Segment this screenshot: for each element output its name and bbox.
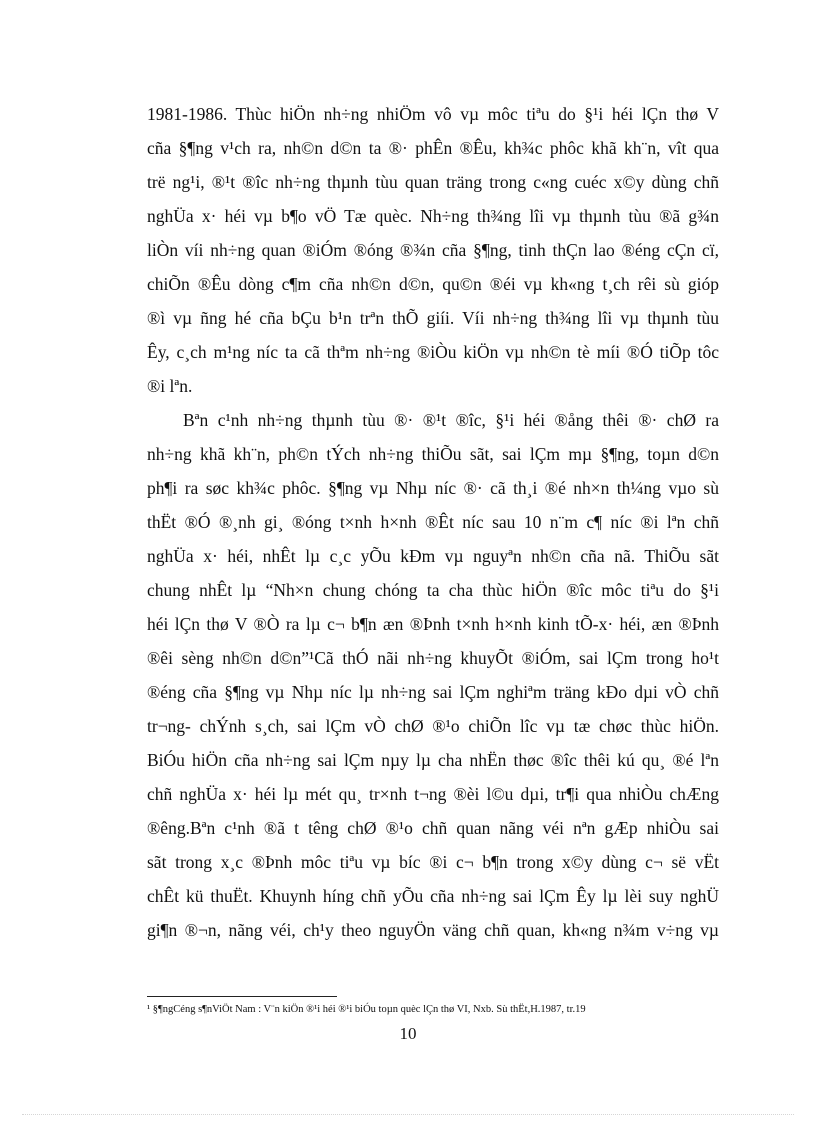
page-number: 10: [399, 1024, 417, 1043]
body-line: chñ nghÜa x· héi lµ mét qu¸ tr×nh t¬ng ®èi l©u dµi, tr¶i qua nhiÒu chÆng: [147, 784, 719, 804]
body-line: liÒn víi nh÷ng quan ®iÓm ®óng ®¾n cña §¶ng, tinh thÇn lao ®éng cÇn cï,: [147, 240, 719, 260]
body-line: chiÕn ®Êu dòng c¶m cña nh©n d©n, qu©n ®éi vµ kh«ng t¸ch rêi sù gióp: [147, 274, 719, 294]
body-line: Bªn c¹nh nh÷ng thµnh tùu ®· ®¹t ®îc, §¹i héi ®ång thêi ®· chØ ra: [183, 410, 719, 430]
body-line: tr¬ng- chÝnh s¸ch, sai lÇm vÒ chØ ®¹o chiÕn lîc vµ tæ chøc thùc hiÖn.: [147, 716, 719, 736]
body-line: nghÜa x· héi, nhÊt lµ c¸c yÕu kÐm vµ nguyªn nh©n cña nã. ThiÕu sãt: [147, 546, 719, 566]
body-line: Êy, c¸ch m¹ng níc ta cã thªm nh÷ng ®iÒu kiÖn vµ nh©n tè míi ®Ó tiÕp tôc: [147, 342, 719, 362]
body-line: ph¶i ra søc kh¾c phôc. §¶ng vµ Nhµ níc ®· cã th¸i ®é nh×n th¼ng vµo sù: [147, 478, 719, 498]
body-line: trë ng¹i, ®¹t ®îc nh÷ng thµnh tùu quan träng trong c«ng cuéc x©y dùng chñ: [147, 172, 719, 192]
footnote: ¹ §¶ngCéng s¶nViÖt Nam : V¨n kiÖn ®¹i héi ®¹i biÓu toµn quèc lÇn thø VI, Nxb. Sù thËt,H.1987, tr.19: [147, 1004, 586, 1015]
body-line: ®i lªn.: [147, 376, 193, 396]
body-line: chÊt kü thuËt. Khuynh híng chñ yÕu cña nh÷ng sai lÇm Êy lµ lèi suy nghÜ: [147, 886, 719, 906]
body-line: nghÜa x· héi vµ b¶o vÖ Tæ quèc. Nh÷ng th¾ng lîi vµ thµnh tùu ®ã g¾n: [147, 206, 719, 226]
body-line: 1981-1986. Thùc hiÖn nh÷ng nhiÖm vô vµ môc tiªu do §¹i héi lÇn thø V: [147, 104, 719, 124]
body-line: ®éng cña §¶ng vµ Nhµ níc lµ nh÷ng sai lÇm nghiªm träng kÐo dµi vÒ chñ: [147, 682, 719, 702]
footnote-separator: [147, 996, 337, 997]
body-line: thËt ®Ó ®¸nh gi¸ ®óng t×nh h×nh ®Êt níc sau 10 n¨m c¶ níc ®i lªn chñ: [147, 512, 719, 532]
body-line: ®êi sèng nh©n d©n”¹Cã thÓ nãi nh÷ng khuyÕt ®iÓm, sai lÇm trong ho¹t: [147, 648, 719, 668]
body-line: BiÓu hiÖn cña nh÷ng sai lÇm nµy lµ cha nhËn thøc ®îc thêi kú qu¸ ®é lªn: [147, 750, 719, 770]
body-line: gi¶n ®¬n, nãng véi, ch¹y theo nguyÖn väng chñ quan, kh«ng n¾m v÷ng vµ: [147, 920, 719, 940]
body-line: héi lÇn thø V ®Ò ra lµ c¬ b¶n æn ®Þnh t×nh h×nh kinh tÕ-x· héi, æn ®Þnh: [147, 614, 719, 634]
body-line: ®ì vµ ñng hé cña bÇu b¹n trªn thÕ giíi. Víi nh÷ng th¾ng lîi vµ thµnh tùu: [147, 308, 719, 328]
body-line: chung nhÊt lµ “Nh×n chung chóng ta cha thùc hiÖn ®îc môc tiªu do §¹i: [147, 580, 719, 600]
page-bottom-edge: [22, 1114, 794, 1115]
body-line: sãt trong x¸c ®Þnh môc tiªu vµ bíc ®i c¬ b¶n trong x©y dùng c¬ së vËt: [147, 852, 719, 872]
body-line: nh÷ng khã kh¨n, ph©n tÝch nh÷ng thiÕu sãt, sai lÇm mµ §¶ng, toµn d©n: [147, 444, 719, 464]
body-line: cña §¶ng v¹ch ra, nh©n d©n ta ®· phÊn ®Êu, kh¾c phôc khã kh¨n, vît qua: [147, 138, 719, 158]
body-line: ®êng.Bªn c¹nh ®ã t têng chØ ®¹o chñ quan nãng véi nªn gÆp nhiÒu sai: [147, 818, 719, 838]
